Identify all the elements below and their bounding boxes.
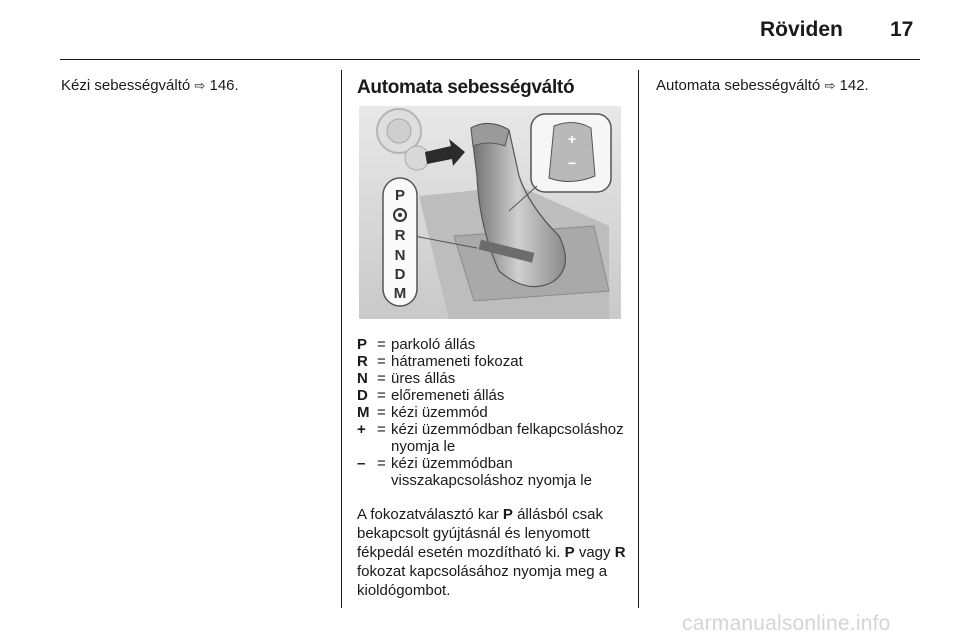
- plus-icon: +: [357, 421, 366, 438]
- legend-item: + = kézi üzemmódban felkapcsoláshoz nyomja le: [357, 421, 637, 455]
- watermark: carmanualsonline.info: [682, 612, 891, 635]
- section-title: Automata sebességváltó: [357, 77, 575, 98]
- gear-label-p: P: [394, 187, 406, 204]
- gear-label-d: D: [394, 266, 406, 283]
- legend-item: R = hátrameneti fokozat: [357, 353, 637, 370]
- header-rule: [60, 59, 920, 60]
- legend-desc: előremeneti állás: [391, 387, 505, 404]
- arrow-right-icon: ⇨: [194, 78, 206, 93]
- minus-icon: –: [357, 455, 366, 472]
- arrow-right-icon: ⇨: [824, 78, 836, 93]
- legend-item: – = kézi üzemmódban visszakapcsoláshoz nyomja le: [357, 455, 637, 489]
- legend-desc: üres állás: [391, 370, 456, 387]
- cross-reference-manual: [61, 77, 321, 95]
- small-knob: [405, 146, 429, 170]
- cross-reference-text: Automata sebességváltó: [656, 77, 821, 94]
- gear-selector-illustration: [359, 106, 621, 319]
- gear-label-r: R: [394, 227, 406, 244]
- legend-item: D = előremeneti állás: [357, 387, 637, 404]
- legend-desc: hátrameneti fokozat: [391, 353, 523, 370]
- vent-knob-center: [387, 119, 411, 143]
- legend-key: N: [357, 370, 368, 387]
- gear-label-m: M: [393, 285, 407, 302]
- legend-item: N = üres állás: [357, 370, 637, 387]
- legend-key: M: [357, 404, 370, 421]
- plus-label: +: [567, 131, 577, 147]
- legend-item: M = kézi üzemmód: [357, 404, 637, 421]
- legend-key: D: [357, 387, 368, 404]
- minus-label: −: [567, 155, 577, 171]
- page-number: 17: [890, 18, 914, 41]
- gear-label-n: N: [394, 247, 406, 264]
- column-divider-left: [341, 70, 342, 608]
- legend-desc: kézi üzemmódban visszakapcsoláshoz nyomja le: [391, 455, 592, 489]
- legend-key: R: [357, 353, 368, 370]
- cross-reference-page: 142.: [839, 77, 869, 94]
- legend-desc: kézi üzemmódban felkapcsoláshoz nyomja le: [391, 421, 624, 455]
- column-divider-right: [638, 70, 639, 608]
- instruction-paragraph: A fokozatválasztó kar P állásból csak bekapcsolt gyújtásnál és lenyomott fékpedál esetén mozdítható ki. P vagy R fokozat kapcsolásához nyomja meg a kioldógombot.: [357, 506, 626, 599]
- cross-reference-page: 146.: [209, 77, 239, 94]
- header-title: Röviden: [760, 18, 843, 41]
- legend-key: P: [357, 336, 368, 353]
- gear-legend: [357, 336, 637, 489]
- legend-desc: parkoló állás: [391, 336, 476, 353]
- lever-knob-top: [471, 123, 509, 146]
- cross-reference-automatic: [656, 77, 916, 95]
- cross-reference-text: Kézi sebességváltó: [61, 77, 191, 94]
- legend-desc: kézi üzemmód: [391, 404, 488, 421]
- legend-item: P = parkoló állás: [357, 336, 637, 353]
